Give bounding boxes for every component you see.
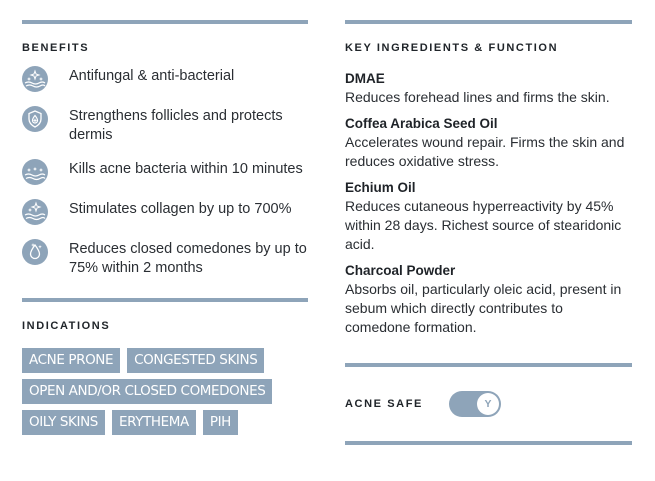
- ingredient-item: [345, 179, 632, 254]
- divider: [345, 441, 632, 445]
- tag-row: [22, 348, 308, 373]
- ingredient-item: [345, 262, 632, 337]
- right-column: [345, 20, 632, 445]
- benefit-item: [22, 160, 308, 185]
- tag: PIH: [203, 410, 238, 435]
- benefit-text: Reduces closed comedones by up to 75% within 2 months: [69, 241, 307, 276]
- ingredient-name: DMAE: [345, 71, 385, 86]
- tag: ACNE PRONE: [22, 348, 120, 373]
- acne-safe-toggle[interactable]: [449, 391, 501, 417]
- benefit-item: [22, 67, 308, 92]
- benefit-item: [22, 240, 308, 278]
- sparkle-waves-icon: [22, 159, 48, 185]
- droplet-sparkle-icon: [22, 239, 48, 265]
- ingredient-item: [345, 70, 632, 107]
- ingredient-name: Echium Oil: [345, 180, 416, 195]
- ingredient-name: Coffea Arabica Seed Oil: [345, 116, 498, 131]
- shield-drop-icon: [22, 106, 48, 132]
- indications-title: INDICATIONS: [22, 320, 111, 332]
- tag: ERYTHEMA: [112, 410, 196, 435]
- benefit-text: Kills acne bacteria within 10 minutes: [69, 161, 303, 177]
- sparkle-waves-icon: [22, 199, 48, 225]
- left-column: [22, 20, 308, 441]
- ingredient-desc: Absorbs oil, particularly oleic acid, present in sebum which directly contributes to comedone formation.: [345, 281, 622, 335]
- acne-safe-label: ACNE SAFE: [345, 398, 423, 410]
- ingredient-desc: Reduces forehead lines and firms the skin.: [345, 89, 610, 105]
- benefit-text: Stimulates collagen by up to 700%: [69, 201, 292, 217]
- divider: [22, 20, 308, 24]
- divider: [22, 298, 308, 302]
- tag: OPEN AND/OR CLOSED COMEDONES: [22, 379, 272, 404]
- benefit-text: Strengthens follicles and protects dermis: [69, 108, 283, 143]
- tag-row: [22, 410, 308, 435]
- sparkle-waves-icon: [22, 66, 48, 92]
- ingredient-name: Charcoal Powder: [345, 263, 456, 278]
- benefits-list: [22, 67, 308, 278]
- acne-safe-row: [345, 391, 632, 417]
- divider: [345, 363, 632, 367]
- divider: [345, 20, 632, 24]
- tag: CONGESTED SKINS: [127, 348, 264, 373]
- ingredient-item: [345, 115, 632, 171]
- tag-row: [22, 379, 308, 404]
- benefits-title: BENEFITS: [22, 42, 90, 54]
- ingredient-desc: Reduces cutaneous hyperreactivity by 45% within 28 days. Richest source of stearidonic acid.: [345, 198, 622, 252]
- tag: OILY SKINS: [22, 410, 105, 435]
- ingredient-desc: Accelerates wound repair. Firms the skin and reduces oxidative stress.: [345, 134, 625, 169]
- benefit-text: Antifungal & anti-bacterial: [69, 68, 235, 84]
- ingredients-title: KEY INGREDIENTS & FUNCTION: [345, 42, 559, 54]
- ingredients-list: [345, 70, 632, 337]
- benefit-item: [22, 200, 308, 225]
- toggle-knob: Y: [477, 393, 499, 415]
- indications-tags: [22, 348, 308, 435]
- benefit-item: [22, 107, 308, 145]
